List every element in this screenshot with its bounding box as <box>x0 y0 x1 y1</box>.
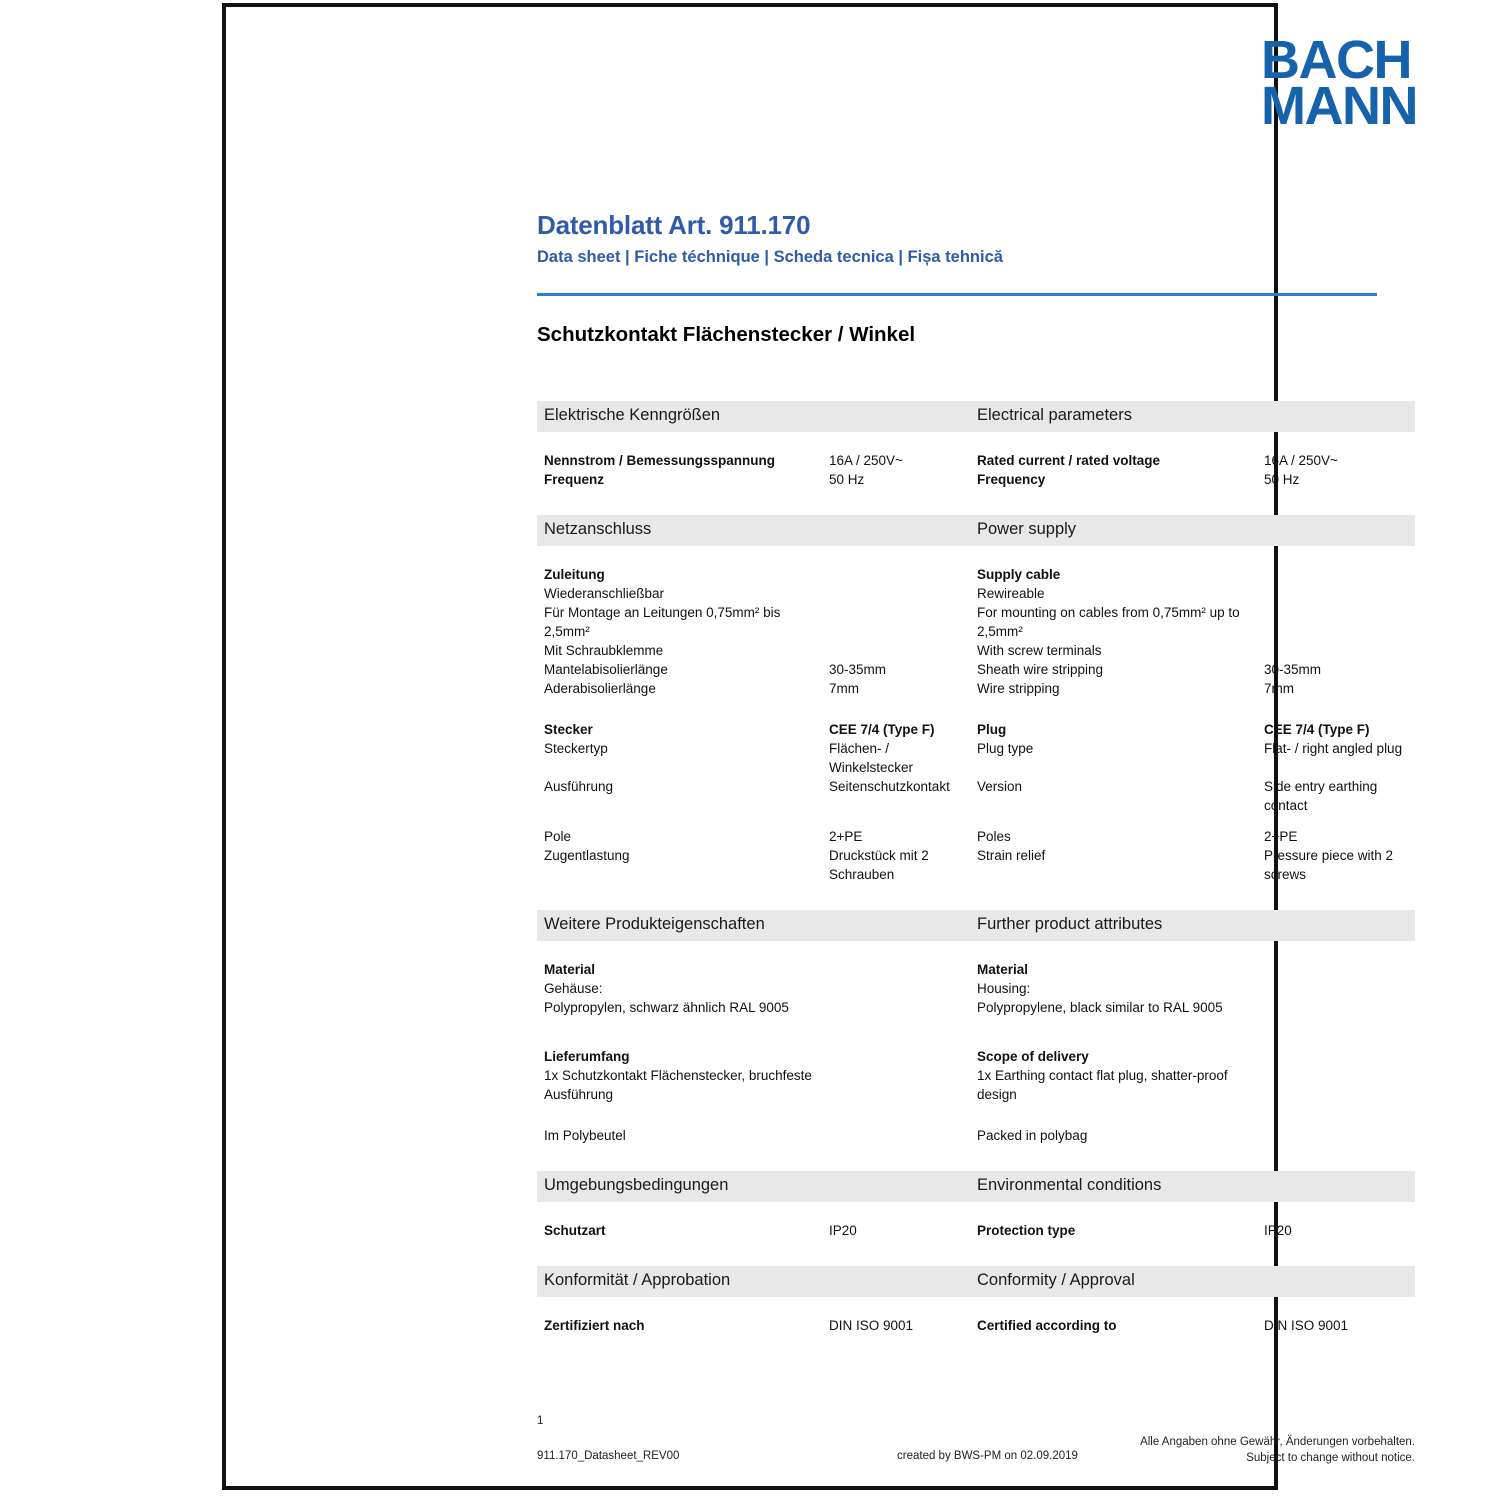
row-label-en: Protection type <box>977 1223 1076 1238</box>
row-label-de: Lieferumfang <box>544 1049 630 1064</box>
row-label-en: Plug type <box>977 741 1034 756</box>
row-spacer <box>537 815 1415 827</box>
row-spacer <box>537 698 1415 720</box>
row-label-en: Certified according to <box>977 1318 1117 1333</box>
row-label-en: Wire stripping <box>977 681 1060 696</box>
section-header-de: Umgebungsbedingungen <box>544 1176 729 1194</box>
row-label-en: Poles <box>977 829 1011 844</box>
table-row <box>537 827 1415 846</box>
row-value-de: Druckstück mit 2 Schrauben <box>829 848 929 882</box>
section-gap <box>537 1145 1415 1171</box>
row-spacer <box>537 1104 1415 1126</box>
footer-disclaimer <box>1140 1434 1415 1466</box>
table-row <box>537 584 1415 603</box>
row-value-de: 16A / 250V~ <box>829 453 903 468</box>
row-value-de: IP20 <box>829 1223 857 1238</box>
row-label-de: Ausführung <box>544 779 614 794</box>
section-header-de: Netzanschluss <box>544 520 652 538</box>
product-title: Schutzkontakt Flächenstecker / Winkel <box>537 323 916 346</box>
table-row <box>537 1126 1415 1145</box>
row-label-de: Im Polybeutel <box>544 1128 626 1143</box>
section-gap <box>537 1240 1415 1266</box>
section-header-en: Environmental conditions <box>977 1176 1162 1194</box>
table-row <box>537 777 1415 815</box>
row-label-de: Gehäuse: <box>544 981 603 996</box>
table-row <box>537 679 1415 698</box>
row-label-en: Housing: <box>977 981 1031 996</box>
table-row <box>537 979 1415 998</box>
row-label-en: Version <box>977 779 1023 794</box>
row-label-de: Steckertyp <box>544 741 608 756</box>
footer-disclaimer-en: Subject to change without notice. <box>1246 1452 1415 1464</box>
row-label-de: Wiederanschließbar <box>544 586 665 601</box>
row-label-de: Pole <box>544 829 572 844</box>
row-label-en: With screw terminals <box>977 643 1102 658</box>
row-label-en: Polypropylene, black similar to RAL 9005 <box>977 1000 1223 1015</box>
row-value-de: 2+PE <box>829 829 863 844</box>
row-label-de: Aderabisolierlänge <box>544 681 656 696</box>
row-label-de: Zertifiziert nach <box>544 1318 645 1333</box>
section-header-en: Electrical parameters <box>977 406 1132 424</box>
row-label-de: Polypropylen, schwarz ähnlich RAL 9005 <box>544 1000 789 1015</box>
footer-disclaimer-de: Alle Angaben ohne Gewähr, Änderungen vorbehalten. <box>1140 1436 1415 1448</box>
table-row <box>537 565 1415 584</box>
table-row <box>537 641 1415 660</box>
section-header-3 <box>537 910 1415 941</box>
table-row <box>537 739 1415 777</box>
section-gap <box>537 489 1415 515</box>
table-row <box>537 1221 1415 1240</box>
row-value-de: Seitenschutzkontakt <box>829 779 950 794</box>
section-header-de: Elektrische Kenngrößen <box>544 406 721 424</box>
row-value-en: 30-35mm <box>1264 662 1322 677</box>
section-rows <box>537 546 1415 884</box>
section-rows <box>537 432 1415 489</box>
table-row <box>537 998 1415 1017</box>
row-label-de: Nennstrom / Bemessungsspannung <box>544 453 776 468</box>
row-value-en: CEE 7/4 (Type F) <box>1264 722 1370 737</box>
table-row <box>537 451 1415 470</box>
table-row <box>537 960 1415 979</box>
section-rows <box>537 941 1415 1145</box>
row-value-en: 2+PE <box>1264 829 1298 844</box>
row-label-de: Frequenz <box>544 472 605 487</box>
row-value-de: Flächen- / Winkelstecker <box>829 741 914 775</box>
section-rows <box>537 1297 1415 1335</box>
table-row <box>537 603 1415 641</box>
row-label-en: 1x Earthing contact flat plug, shatter-proof design <box>977 1068 1228 1102</box>
row-label-en: Packed in polybag <box>977 1128 1088 1143</box>
row-label-en: Scope of delivery <box>977 1049 1089 1064</box>
row-label-en: Sheath wire stripping <box>977 662 1104 677</box>
page-footer <box>537 1436 1415 1478</box>
row-label-en: Supply cable <box>977 567 1061 582</box>
page-number: 1 <box>537 1415 544 1427</box>
section-rows <box>537 1202 1415 1240</box>
row-value-en: Side entry earthing contact <box>1264 779 1378 813</box>
row-label-de: Zugentlastung <box>544 848 630 863</box>
table-row <box>537 1066 1415 1104</box>
row-label-en: Material <box>977 962 1029 977</box>
section-header-en: Conformity / Approval <box>977 1271 1135 1289</box>
row-label-en: Strain relief <box>977 848 1046 863</box>
footer-filename: 911.170_Datasheet_REV00 <box>537 1450 680 1462</box>
section-gap <box>537 884 1415 910</box>
section-header-de: Konformität / Approbation <box>544 1271 731 1289</box>
specification-table <box>537 401 1415 1335</box>
row-value-de: 7mm <box>829 681 859 696</box>
section-header-de: Weitere Produkteigenschaften <box>544 915 765 933</box>
row-value-en: 16A / 250V~ <box>1264 453 1338 468</box>
row-label-de: Mit Schraubklemme <box>544 643 664 658</box>
table-row <box>537 846 1415 884</box>
row-value-en: Pressure piece with 2 screws <box>1264 848 1394 882</box>
bachmann-logo <box>1261 30 1417 137</box>
table-row <box>537 720 1415 739</box>
page-subtitle: Data sheet | Fiche téchnique | Scheda tecnica | Fișa tehnică <box>537 248 1003 266</box>
row-value-en: DIN ISO 9001 <box>1264 1318 1349 1333</box>
title-divider <box>537 293 1377 296</box>
page-title: Datenblatt Art. 911.170 <box>537 210 811 240</box>
table-row <box>537 660 1415 679</box>
row-value-en: 50 Hz <box>1264 472 1300 487</box>
table-row <box>537 1316 1415 1335</box>
row-value-en: IP20 <box>1264 1223 1292 1238</box>
section-header-5 <box>537 1266 1415 1297</box>
row-label-de: Zuleitung <box>544 567 605 582</box>
row-value-de: 30-35mm <box>829 662 887 677</box>
section-header-1 <box>537 401 1415 432</box>
table-row <box>537 470 1415 489</box>
row-label-de: Mantelabisolierlänge <box>544 662 668 677</box>
section-header-en: Further product attributes <box>977 915 1163 933</box>
row-label-en: Rewireable <box>977 586 1045 601</box>
row-label-de: Material <box>544 962 596 977</box>
row-spacer <box>537 1017 1415 1047</box>
table-row <box>537 1047 1415 1066</box>
row-value-en: 7mm <box>1264 681 1294 696</box>
row-label-de: Stecker <box>544 722 593 737</box>
row-label-en: Frequency <box>977 472 1046 487</box>
row-label-en: Rated current / rated voltage <box>977 453 1161 468</box>
row-value-en: Flat- / right angled plug <box>1264 741 1403 756</box>
footer-created: created by BWS-PM on 02.09.2019 <box>897 1450 1078 1462</box>
section-header-4 <box>537 1171 1415 1202</box>
row-value-de: DIN ISO 9001 <box>829 1318 914 1333</box>
row-label-en: For mounting on cables from 0,75mm² up to 2,5mm² <box>977 605 1240 639</box>
section-header-2 <box>537 515 1415 546</box>
row-label-de: 1x Schutzkontakt Flächenstecker, bruchfeste Ausführung <box>544 1068 812 1102</box>
row-value-de: 50 Hz <box>829 472 865 487</box>
logo-line-bach: BACH <box>1261 30 1411 90</box>
row-label-de: Schutzart <box>544 1223 606 1238</box>
title-block <box>537 210 1377 267</box>
row-value-de: CEE 7/4 (Type F) <box>829 722 935 737</box>
section-header-en: Power supply <box>977 520 1077 538</box>
logo-line-mann: MANN <box>1261 76 1417 137</box>
page-frame <box>222 3 1417 1490</box>
row-label-de: Für Montage an Leitungen 0,75mm² bis 2,5mm² <box>544 605 781 639</box>
row-label-en: Plug <box>977 722 1007 737</box>
